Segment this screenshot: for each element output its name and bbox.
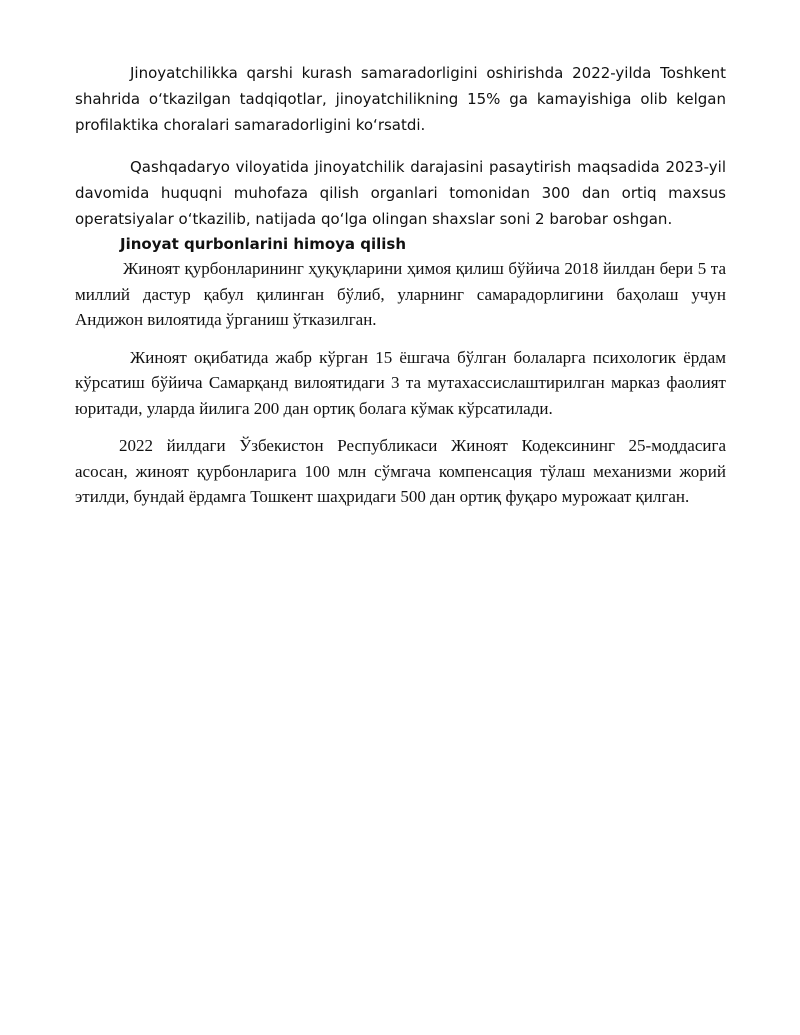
paragraph-victim-programs: Жиноят қурбонларининг ҳуқуқларини ҳимоя қилиш бўйича 2018 йилдан бери 5 та миллий дастур қабул қилинган бўлиб, уларнинг самарадорлигини баҳолаш учун Андижон вилоятида ўрганиш ўтказилган. (75, 259, 726, 329)
paragraph-child-psychological-help: Жиноят оқибатида жабр кўрган 15 ёшгача бўлган болаларга психологик ёрдам кўрсатиш бўйича Самарқанд вилоятидаги 3 та мутахассислаштирилган марказ фаолият юритади, уларда йилига 200 дан ортиқ болага кўмак кўрсатилади. (75, 347, 726, 418)
paragraph-tashkent-research: Jinoyatchilikka qarshi kurash samaradorligini oshirishda 2022-yilda Toshkent shahrida o‘tkazilgan tadqiqotlar, jinoyatchilikning 15% ga kamayishiga olib kelgan profilaktika choralari samaradorligini ko‘rsatdi. (75, 64, 726, 134)
document-body (75, 60, 726, 510)
paragraph-compensation-mechanism: 2022 йилдаги Ўзбекистон Республикаси Жиноят Кодексининг 25-моддасига асосан, жиноят қурбонларига 100 млн сўмгача компенсация тўлаш механизми жорий этилди, бундай ёрдамга Тошкент шаҳридаги 500 дан ортиқ фуқаро мурожаат қилган. (75, 436, 726, 506)
section-heading: Jinoyat qurbonlarini himoya qilish (120, 235, 407, 253)
paragraph-kashkadarya-operations: Qashqadaryo viloyatida jinoyatchilik darajasini pasaytirish maqsadida 2023-yil davomida huquqni muhofaza qilish organlari tomonidan 300 dan ortiq maxsus operatsiyalar o‘tkazilib, natijada qo‘lga olingan shaxslar soni 2 barobar oshgan. (75, 158, 726, 228)
